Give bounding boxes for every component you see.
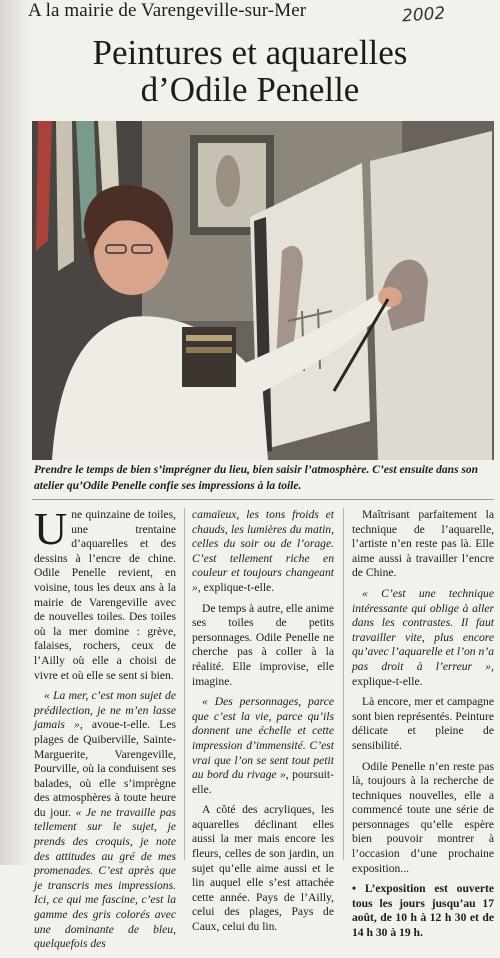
paragraph — [192, 508, 334, 596]
headline-line-1: Peintures et aquarelles — [92, 33, 408, 72]
column-divider — [343, 508, 344, 860]
paragraph-text: , explique-t-elle. — [197, 580, 275, 594]
headline-line-2: d’Odile Penelle — [140, 70, 360, 109]
paragraph-text: , explique-t-elle. — [352, 659, 494, 688]
quote-text: « C’est une technique intéressante qui oblige à aller dans les contrastes. Il faut travailler vite, plus encore qu’avec l’aquarelle et l’on n’a pas droit à l’erreur » — [352, 586, 494, 673]
paragraph-text: ne quinzaine de toiles, une trentaine d’aquarelles et des dessins à l’encre de chine. Odile Penelle revient, en voisine, tous les deux ans à la mairie de Varengeville avec de nouvelles toiles. Des toiles où la mer domine : grève, falaises, rochers, ceux de l’Ailly où elle a choisi de vivre et où elle se sent si bien. — [34, 508, 176, 682]
headline — [30, 34, 470, 108]
exhibition-info: • L’exposition est ouverte tous les jours jusqu’au 17 août, de 10 h à 12 h 30 et de 14 h 30 à 19 h. — [352, 882, 494, 940]
drop-cap: U — [34, 503, 68, 554]
article-column-1 — [34, 503, 177, 958]
handwritten-date: 2002 — [401, 3, 446, 27]
paragraph-text: , poursuit-elle. — [192, 768, 334, 796]
column-divider — [184, 508, 185, 860]
paragraph — [352, 587, 494, 689]
paragraph — [34, 503, 176, 683]
kicker: A la mairie de Varengeville-sur-Mer — [28, 0, 307, 21]
paragraph-text: , avoue-t-elle. Les plages de Quiberville, Sainte-Marguerite, Varengeville, Pourville, où la conduisent ses balades, où elle s’imprègne des atmosphères à toute heure du jour. — [34, 718, 176, 819]
quote-text: « La mer, c’est mon sujet de prédilection, je ne m’en lasse jamais » — [34, 689, 176, 732]
quote-text: « Je ne travaille pas tellement sur le sujet, je prends des croquis, je note des attitudes au gré de mes promenades. C’est après que je transcris mes impressions. Ici, ce qui me fascine, c’est la gamme des gris colorés avec une dominante de bleu, quelquefois des — [34, 805, 177, 951]
photo-caption: Prendre le temps de bien s’imprégner du lieu, bien saisir l’atmosphère. C’est ensuite dans son atelier qu’Odile Penelle confie ses impressions à la toile. — [34, 464, 479, 492]
article-photo — [32, 121, 494, 460]
paragraph: Maîtrisant parfaitement la technique de l’aquarelle, l’artiste n’en reste pas là. Elle aime aussi à travailler l’encre de Chine. — [352, 508, 494, 580]
section-divider — [32, 499, 494, 500]
paragraph: Là encore, mer et campagne sont bien représentés. Peinture délicate et pleine de sensibilité. — [352, 695, 494, 752]
article-column-3 — [352, 508, 494, 947]
paragraph — [34, 689, 176, 952]
paragraph: De temps à autre, elle anime ses toiles de petits personnages. Odile Penelle ne cherche pas à coller à la réalité. Elle improvise, elle imagine. — [192, 601, 334, 688]
quote-text: « Des personnages, parce que c’est la vie, parce qu’ils donnent une échelle et cette impression d’immensité. C’est vrai que l’on se sent tout petit au bord du rivage » — [192, 695, 334, 782]
paragraph — [192, 695, 334, 797]
quote-text: camaïeux, les tons froids et chauds, les lumières du matin, celles du soir ou de l’orage. C’est tellement riche en couleur et toujours changeant » — [192, 508, 334, 594]
paragraph: Odile Penelle n’en reste pas là, toujours à la recherche de techniques nouvelles, elle a commencé toute une série de personnages qu’elle espère bien pouvoir montrer à l’occasion d’une prochaine exposition... — [352, 759, 494, 875]
painter-photo-illustration — [32, 121, 494, 460]
page-edge-shadow — [0, 0, 30, 865]
paragraph: A côté des acryliques, les aquarelles déclinant elles aussi la mer mais encore les fleurs, celles de son jardin, un sujet qu’elle aime aussi et le lin auquel elle s’est attachée cette année. Pays de l’Ailly, celui des plages, Pays de Caux, celui du lin. — [192, 803, 334, 934]
article-column-2 — [192, 508, 334, 941]
